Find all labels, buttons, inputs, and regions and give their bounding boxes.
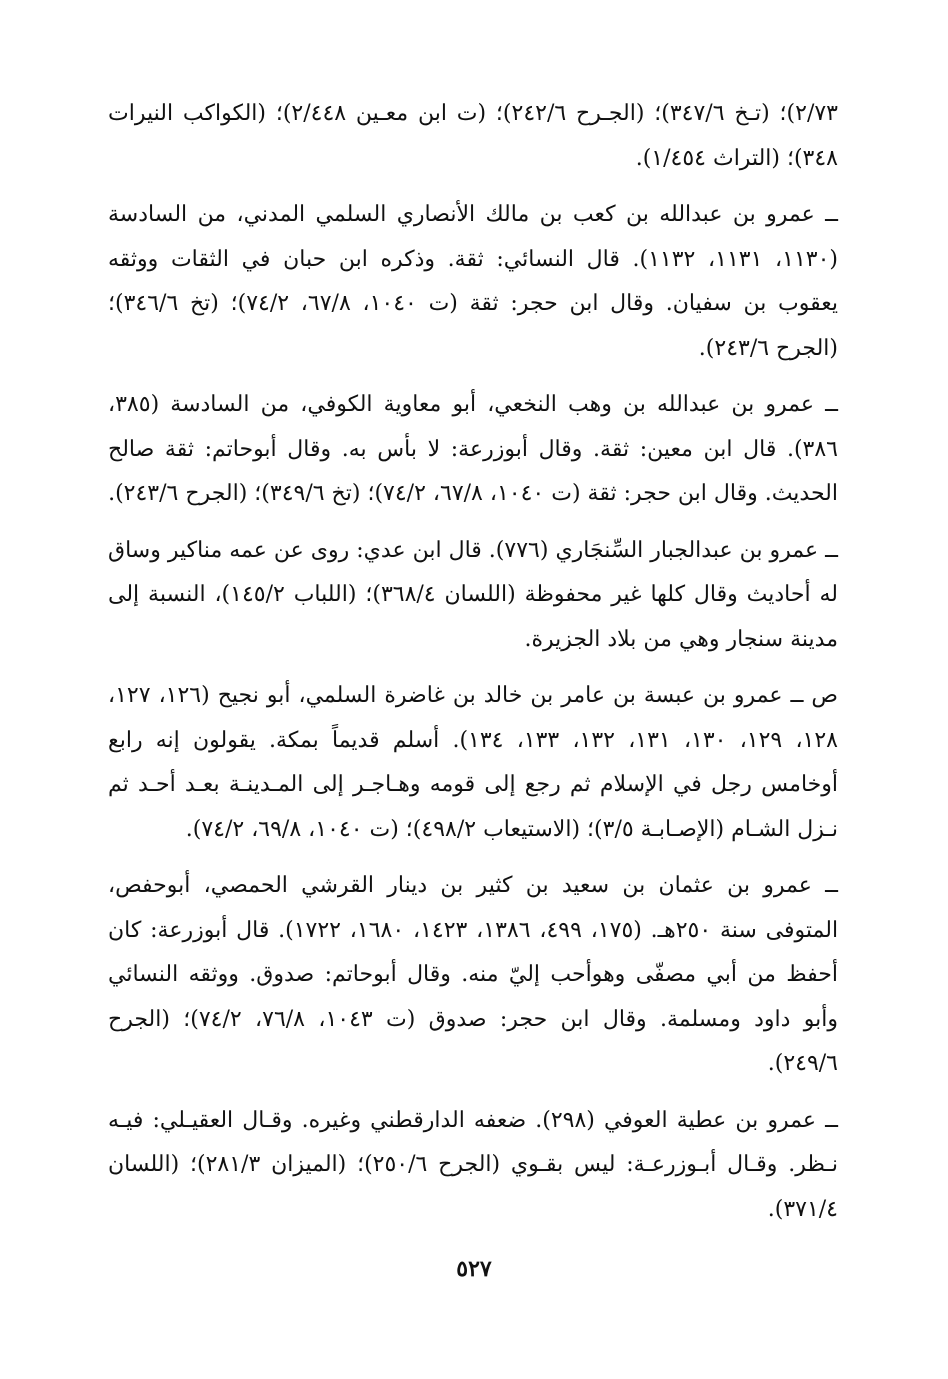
page-body [108, 92, 838, 1244]
entry-amr-ibn-abasa: ص ــ عمرو بن عبسة بن عامر بن خالد بن غاضرة السلمي، أبو نجيح (١٢٦، ١٢٧، ١٢٨، ١٢٩، ١٣٠، ١٣١، ١٣٢، ١٣٣، ١٣٤). أسلم قديماً بمكة. يقولون إنه رابع أوخامس رجل في الإسلام ثم رجع إلى قومه وهـاجـر إلى المـدينـة بعـد أحـد ثم نـزل الشـام (الإصـابـة ٣/٥)؛ (الاستيعاب ٤٩٨/٢)؛ (ت ١٠٤٠، ٦٩/٨، ٧٤/٢). [108, 683, 838, 842]
entry-amr-ibn-abduljabbar: ــ عمرو بن عبدالجبار السِّنجَاري (٧٧٦). قال ابن عدي: روى عن عمه مناكير وساق له أحاديث وقال كلها غير محفوظة (اللسان ٣٦٨/٤)؛ (اللباب ١٤٥/٢)، النسبة إلى مدينة سنجار وهي من بلاد الجزيرة. [108, 537, 838, 652]
entry-amr-ibn-abdullah-ibn-kab: ــ عمرو بن عبدالله بن كعب بن مالك الأنصاري السلمي المدني، من السادسة (١١٣٠، ١١٣١، ١١٣٢). قال النسائي: ثقة. وذكره ابن حبان في الثقات ووثقه يعقوب بن سفيان. وقال ابن حجر: ثقة (ت ١٠٤٠، ٦٧/٨، ٧٤/٢)؛ (تخ ٣٤٦/٦)؛ (الجرح ٢٤٣/٦). [108, 202, 839, 361]
entry-continuation: ٢/٧٣)؛ (تـخ ٣٤٧/٦)؛ (الجـرح ٢٤٢/٦)؛ (ت ابن معـين ٢/٤٤٨)؛ (الكواكب النيرات ٣٤٨)؛ (التراث ١/٤٥٤). [108, 101, 839, 171]
entry-amr-ibn-uthman: ــ عمرو بن عثمان بن سعيد بن كثير بن دينار القرشي الحمصي، أبوحفص، المتوفى سنة ٢٥٠هـ. (١٧٥، ٤٩٩، ١٣٨٦، ١٤٢٣، ١٦٨٠، ١٧٢٢). قال أبوزرعة: كان أحفظ من أبي مصفّى وهوأحب إليّ منه. وقال أبوحاتم: صدوق. ووثقه النسائي وأبو داود ومسلمة. وقال ابن حجر: صدوق (ت ١٠٤٣، ٧٦/٨، ٧٤/٢)؛ (الجرح ٢٤٩/٦). [108, 873, 839, 1076]
page-number: ٥٢٧ [456, 1256, 492, 1282]
entry-amr-ibn-abdullah-ibn-wahb: ــ عمرو بن عبدالله بن وهب النخعي، أبو معاوية الكوفي، من السادسة (٣٨٥، ٣٨٦). قال ابن معين: ثقة. وقال أبوزرعة: لا بأس به. وقال أبوحاتم: ثقة صالح الحديث. وقال ابن حجر: ثقة (ت ١٠٤٠، ٦٧/٨، ٧٤/٢)؛ (تخ ٣٤٩/٦)؛ (الجرح ٢٤٣/٦). [108, 392, 838, 506]
entry-amr-ibn-atiyya: ــ عمرو بن عطية العوفي (٢٩٨). ضعفه الدارقطني وغيره. وقـال العقيـلي: فيـه نـظر. وقـال أبـوزرعـة: ليس بقـوي (الجرح ٢٥٠/٦)؛ (الميزان ٢٨١/٣)؛ (اللسان ٣٧١/٤). [108, 1107, 838, 1222]
